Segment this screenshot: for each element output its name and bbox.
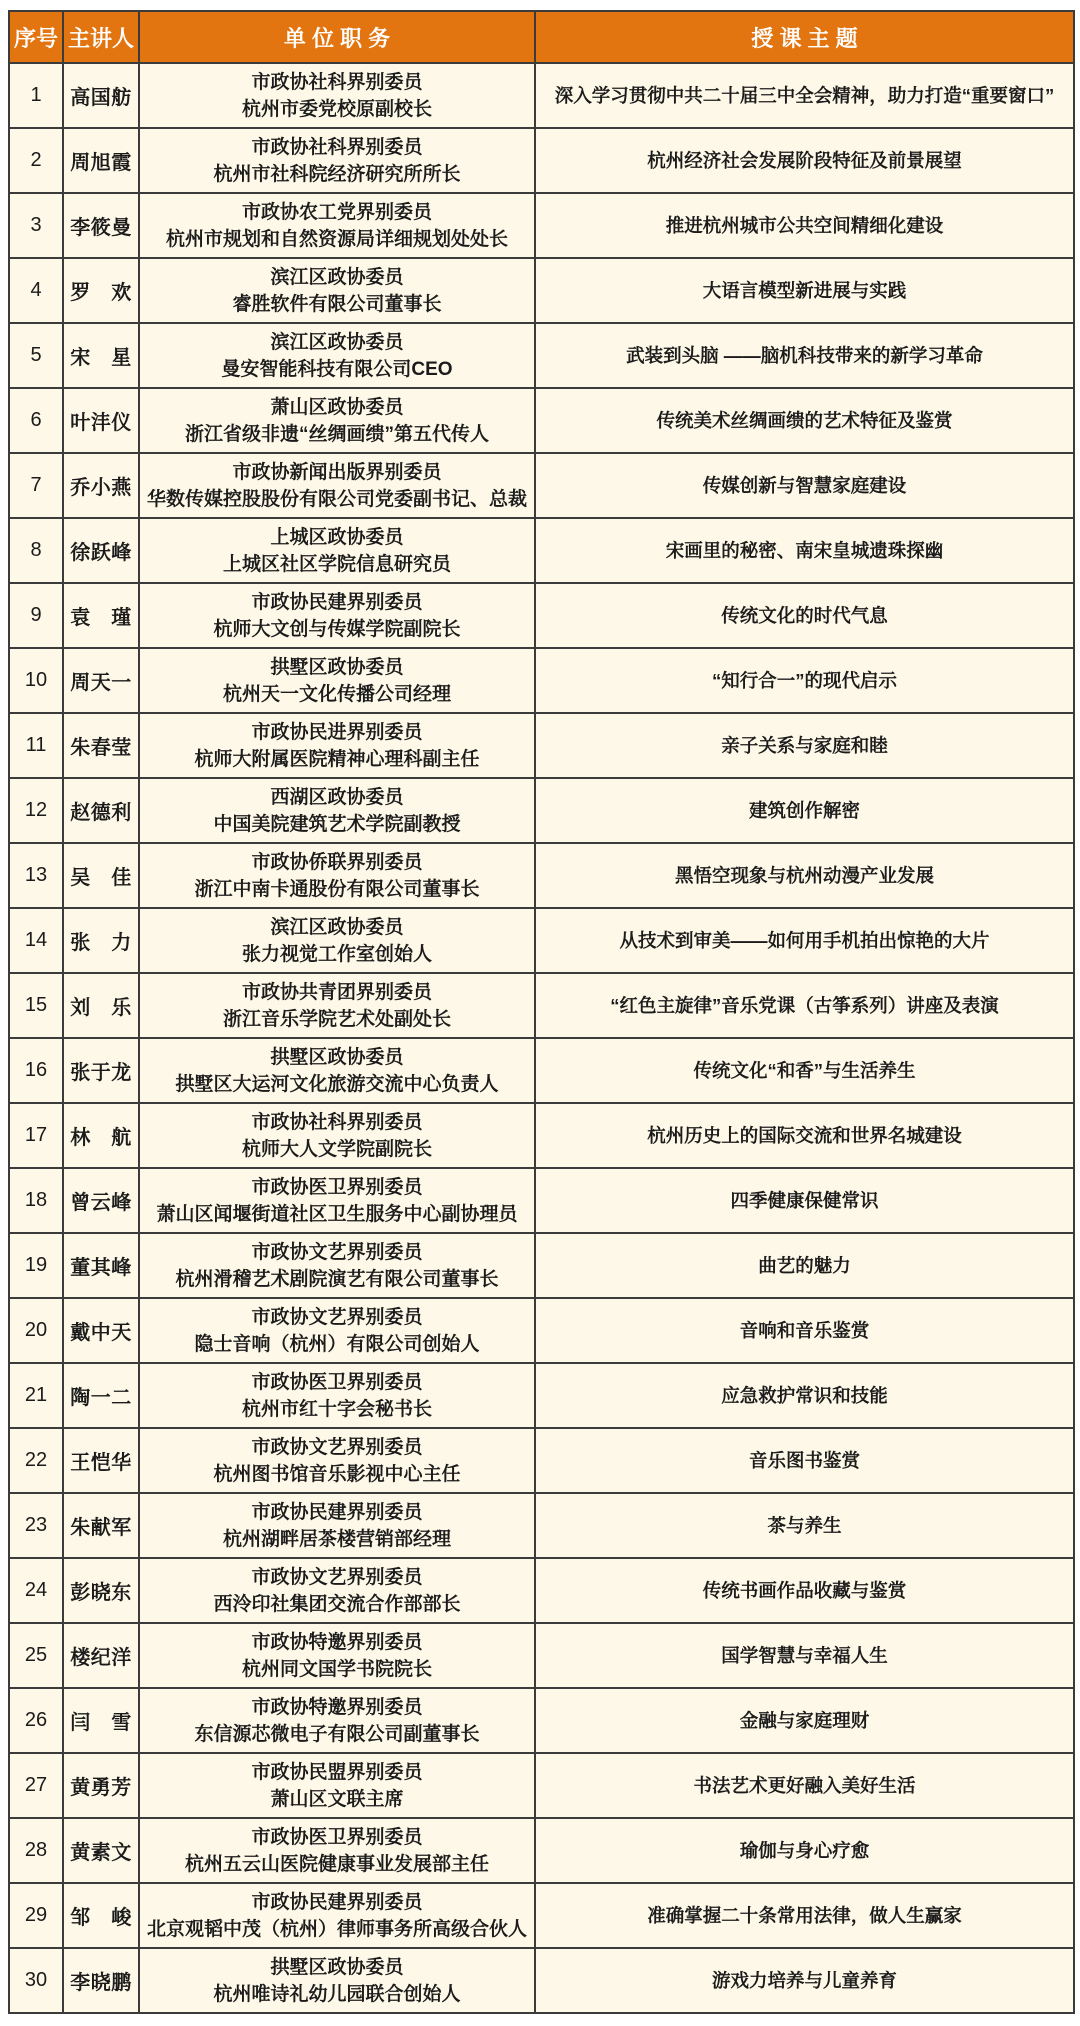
table-row	[9, 453, 1074, 518]
cell-speaker-name: 朱春莹	[63, 713, 139, 778]
position-line-2: 杭州天一文化传播公司经理	[222, 683, 451, 705]
position-line-2: 东信源芯微电子有限公司副董事长	[194, 1723, 480, 1745]
cell-position	[139, 453, 535, 518]
position-line-2: 杭州市社科院经济研究所所长	[213, 163, 461, 185]
cell-speaker-name: 吴 佳	[63, 843, 139, 908]
table-row	[9, 1753, 1074, 1818]
cell-topic: 传统文化“和香”与生活养生	[535, 1038, 1074, 1103]
cell-position	[139, 128, 535, 193]
cell-speaker-name: 宋 星	[63, 323, 139, 388]
cell-row-number: 9	[9, 583, 63, 648]
column-header-topic: 授 课 主 题	[535, 11, 1074, 63]
cell-position	[139, 258, 535, 323]
position-line-2: 萧山区文联主席	[270, 1788, 404, 1810]
cell-topic: 音响和音乐鉴赏	[535, 1298, 1074, 1363]
position-line-2: 杭师大附属医院精神心理科副主任	[194, 748, 480, 770]
cell-row-number: 2	[9, 128, 63, 193]
cell-position	[139, 1103, 535, 1168]
cell-topic: 杭州历史上的国际交流和世界名城建设	[535, 1103, 1074, 1168]
position-line-1: 市政协特邀界别委员	[251, 1631, 423, 1653]
cell-position	[139, 1428, 535, 1493]
cell-topic: 从技术到审美——如何用手机拍出惊艳的大片	[535, 908, 1074, 973]
cell-position	[139, 973, 535, 1038]
cell-speaker-name: 黄勇芳	[63, 1753, 139, 1818]
position-line-2: 北京观韬中茂（杭州）律师事务所高级合伙人	[146, 1918, 527, 1940]
cell-speaker-name: 董其峰	[63, 1233, 139, 1298]
cell-row-number: 5	[9, 323, 63, 388]
table-row	[9, 323, 1074, 388]
cell-speaker-name: 黄素文	[63, 1818, 139, 1883]
table-row	[9, 1493, 1074, 1558]
cell-row-number: 23	[9, 1493, 63, 1558]
table-row	[9, 1038, 1074, 1103]
cell-position	[139, 713, 535, 778]
cell-speaker-name: 戴中天	[63, 1298, 139, 1363]
cell-row-number: 25	[9, 1623, 63, 1688]
table-row	[9, 1428, 1074, 1493]
table-row	[9, 713, 1074, 778]
cell-speaker-name: 邹 峻	[63, 1883, 139, 1948]
table-row	[9, 973, 1074, 1038]
position-line-1: 市政协社科界别委员	[251, 71, 423, 93]
cell-topic: 亲子关系与家庭和睦	[535, 713, 1074, 778]
cell-speaker-name: 罗 欢	[63, 258, 139, 323]
cell-row-number: 12	[9, 778, 63, 843]
cell-topic: 金融与家庭理财	[535, 1688, 1074, 1753]
cell-topic: “知行合一”的现代启示	[535, 648, 1074, 713]
position-line-1: 市政协农工党界别委员	[241, 201, 432, 223]
position-line-1: 市政协文艺界别委员	[251, 1306, 423, 1328]
cell-row-number: 8	[9, 518, 63, 583]
cell-topic: 四季健康保健常识	[535, 1168, 1074, 1233]
table-row	[9, 1688, 1074, 1753]
position-line-2: 隐士音响（杭州）有限公司创始人	[194, 1333, 480, 1355]
cell-topic: 杭州经济社会发展阶段特征及前景展望	[535, 128, 1074, 193]
cell-topic: 传媒创新与智慧家庭建设	[535, 453, 1074, 518]
position-line-1: 市政协文艺界别委员	[251, 1241, 423, 1263]
table-row	[9, 1298, 1074, 1363]
cell-position	[139, 1558, 535, 1623]
position-line-1: 市政协民盟界别委员	[251, 1761, 423, 1783]
cell-speaker-name: 刘 乐	[63, 973, 139, 1038]
position-line-2: 浙江音乐学院艺术处副处长	[222, 1008, 451, 1030]
cell-position	[139, 648, 535, 713]
cell-position	[139, 388, 535, 453]
cell-position	[139, 1818, 535, 1883]
cell-position	[139, 323, 535, 388]
cell-speaker-name: 曾云峰	[63, 1168, 139, 1233]
position-line-2: 睿胜软件有限公司董事长	[232, 293, 442, 315]
position-line-2: 张力视觉工作室创始人	[241, 943, 432, 965]
cell-topic: 黑悟空现象与杭州动漫产业发展	[535, 843, 1074, 908]
cell-speaker-name: 彭晓东	[63, 1558, 139, 1623]
cell-row-number: 18	[9, 1168, 63, 1233]
position-line-2: 杭州唯诗礼幼儿园联合创始人	[213, 1983, 461, 2005]
cell-topic: 推进杭州城市公共空间精细化建设	[535, 193, 1074, 258]
cell-position	[139, 63, 535, 128]
position-line-2: 杭州滑稽艺术剧院演艺有限公司董事长	[175, 1268, 499, 1290]
position-line-2: 浙江省级非遗“丝绸画缋”第五代传人	[184, 423, 489, 445]
position-line-1: 市政协社科界别委员	[251, 136, 423, 158]
cell-speaker-name: 楼纪洋	[63, 1623, 139, 1688]
cell-position	[139, 583, 535, 648]
table-row	[9, 63, 1074, 128]
table-row	[9, 388, 1074, 453]
table-row	[9, 128, 1074, 193]
cell-position	[139, 908, 535, 973]
cell-speaker-name: 高国舫	[63, 63, 139, 128]
cell-speaker-name: 袁 瑾	[63, 583, 139, 648]
cell-row-number: 19	[9, 1233, 63, 1298]
cell-row-number: 1	[9, 63, 63, 128]
table-row	[9, 843, 1074, 908]
position-line-2: 上城区社区学院信息研究员	[222, 553, 451, 575]
position-line-1: 拱墅区政协委员	[270, 1956, 404, 1978]
cell-speaker-name: 张 力	[63, 908, 139, 973]
position-line-1: 滨江区政协委员	[270, 331, 404, 353]
position-line-1: 拱墅区政协委员	[270, 656, 404, 678]
position-line-2: 杭师大文创与传媒学院副院长	[213, 618, 461, 640]
position-line-1: 市政协文艺界别委员	[251, 1436, 423, 1458]
table-row	[9, 1558, 1074, 1623]
cell-position	[139, 193, 535, 258]
cell-topic: 音乐图书鉴赏	[535, 1428, 1074, 1493]
cell-topic: 茶与养生	[535, 1493, 1074, 1558]
cell-position	[139, 1948, 535, 2013]
position-line-1: 市政协社科界别委员	[251, 1111, 423, 1133]
cell-position	[139, 1363, 535, 1428]
cell-row-number: 28	[9, 1818, 63, 1883]
position-line-2: 中国美院建筑艺术学院副教授	[213, 813, 461, 835]
cell-topic: 武装到头脑 ——脑机科技带来的新学习革命	[535, 323, 1074, 388]
position-line-1: 市政协新闻出版界别委员	[232, 461, 442, 483]
position-line-2: 杭州市委党校原副校长	[241, 98, 432, 120]
table-row	[9, 1363, 1074, 1428]
cell-speaker-name: 赵德利	[63, 778, 139, 843]
cell-topic: 瑜伽与身心疗愈	[535, 1818, 1074, 1883]
cell-position	[139, 1753, 535, 1818]
table-row	[9, 778, 1074, 843]
position-line-1: 滨江区政协委员	[270, 916, 404, 938]
position-line-2: 杭州同文国学书院院长	[241, 1658, 432, 1680]
position-line-1: 市政协民建界别委员	[251, 1501, 423, 1523]
position-line-1: 拱墅区政协委员	[270, 1046, 404, 1068]
position-line-2: 杭师大人文学院副院长	[241, 1138, 432, 1160]
cell-topic: 传统文化的时代气息	[535, 583, 1074, 648]
cell-topic: 准确掌握二十条常用法律，做人生赢家	[535, 1883, 1074, 1948]
table-row	[9, 1948, 1074, 2013]
cell-position	[139, 1688, 535, 1753]
cell-position	[139, 1493, 535, 1558]
cell-position	[139, 778, 535, 843]
column-header-no: 序号	[9, 11, 63, 63]
table-body	[9, 63, 1074, 2013]
position-line-1: 西湖区政协委员	[270, 786, 404, 808]
position-line-1: 市政协侨联界别委员	[251, 851, 423, 873]
table-row	[9, 1168, 1074, 1233]
cell-row-number: 4	[9, 258, 63, 323]
cell-speaker-name: 乔小燕	[63, 453, 139, 518]
cell-topic: 国学智慧与幸福人生	[535, 1623, 1074, 1688]
position-line-1: 市政协共青团界别委员	[241, 981, 432, 1003]
position-line-1: 市政协民进界别委员	[251, 721, 423, 743]
cell-position	[139, 1883, 535, 1948]
cell-row-number: 15	[9, 973, 63, 1038]
cell-speaker-name: 李筱曼	[63, 193, 139, 258]
cell-row-number: 10	[9, 648, 63, 713]
position-line-1: 市政协民建界别委员	[251, 591, 423, 613]
cell-row-number: 27	[9, 1753, 63, 1818]
cell-row-number: 16	[9, 1038, 63, 1103]
cell-topic: 深入学习贯彻中共二十届三中全会精神，助力打造“重要窗口”	[535, 63, 1074, 128]
position-line-2: 杭州五云山医院健康事业发展部主任	[184, 1853, 489, 1875]
table-row	[9, 1818, 1074, 1883]
table-row	[9, 908, 1074, 973]
lecture-schedule-sheet	[8, 10, 1073, 2014]
cell-speaker-name: 林 航	[63, 1103, 139, 1168]
position-line-1: 市政协特邀界别委员	[251, 1696, 423, 1718]
position-line-2: 西泠印社集团交流合作部部长	[213, 1593, 461, 1615]
cell-speaker-name: 周旭霞	[63, 128, 139, 193]
cell-row-number: 6	[9, 388, 63, 453]
cell-position	[139, 1623, 535, 1688]
header-row	[9, 11, 1074, 63]
position-line-2: 杭州湖畔居茶楼营销部经理	[222, 1528, 451, 1550]
cell-position	[139, 1038, 535, 1103]
cell-topic: 曲艺的魅力	[535, 1233, 1074, 1298]
position-line-2: 杭州图书馆音乐影视中心主任	[213, 1463, 461, 1485]
table-row	[9, 193, 1074, 258]
cell-row-number: 17	[9, 1103, 63, 1168]
position-line-2: 杭州市规划和自然资源局详细规划处处长	[165, 228, 508, 250]
cell-topic: 大语言模型新进展与实践	[535, 258, 1074, 323]
cell-speaker-name: 朱献军	[63, 1493, 139, 1558]
lecture-schedule-table	[8, 10, 1075, 2014]
position-line-2: 杭州市红十字会秘书长	[241, 1398, 432, 1420]
position-line-1: 市政协民建界别委员	[251, 1891, 423, 1913]
table-row	[9, 583, 1074, 648]
cell-row-number: 14	[9, 908, 63, 973]
cell-position	[139, 1233, 535, 1298]
position-line-1: 市政协医卫界别委员	[251, 1826, 423, 1848]
table-row	[9, 648, 1074, 713]
cell-position	[139, 843, 535, 908]
cell-speaker-name: 徐跃峰	[63, 518, 139, 583]
position-line-2: 华数传媒控股股份有限公司党委副书记、总裁	[146, 488, 527, 510]
column-header-speaker: 主讲人	[63, 11, 139, 63]
cell-speaker-name: 王恺华	[63, 1428, 139, 1493]
cell-topic: 建筑创作解密	[535, 778, 1074, 843]
cell-topic: 宋画里的秘密、南宋皇城遗珠探幽	[535, 518, 1074, 583]
cell-row-number: 21	[9, 1363, 63, 1428]
cell-topic: 传统书画作品收藏与鉴赏	[535, 1558, 1074, 1623]
table-row	[9, 1103, 1074, 1168]
cell-position	[139, 1298, 535, 1363]
position-line-1: 萧山区政协委员	[270, 396, 404, 418]
cell-topic: “红色主旋律”音乐党课（古筝系列）讲座及表演	[535, 973, 1074, 1038]
table-row	[9, 1623, 1074, 1688]
cell-speaker-name: 周天一	[63, 648, 139, 713]
position-line-2: 浙江中南卡通股份有限公司董事长	[194, 878, 480, 900]
cell-row-number: 30	[9, 1948, 63, 2013]
position-line-1: 上城区政协委员	[270, 526, 404, 548]
cell-speaker-name: 叶沣仪	[63, 388, 139, 453]
cell-row-number: 22	[9, 1428, 63, 1493]
table-row	[9, 1883, 1074, 1948]
position-line-1: 滨江区政协委员	[270, 266, 404, 288]
position-line-2: 萧山区闻堰街道社区卫生服务中心副协理员	[156, 1203, 518, 1225]
table-row	[9, 1233, 1074, 1298]
column-header-position: 单 位 职 务	[139, 11, 535, 63]
cell-speaker-name: 闫 雪	[63, 1688, 139, 1753]
cell-speaker-name: 李晓鹏	[63, 1948, 139, 2013]
table-row	[9, 518, 1074, 583]
position-line-1: 市政协医卫界别委员	[251, 1176, 423, 1198]
cell-row-number: 3	[9, 193, 63, 258]
position-line-2: 曼安智能科技有限公司CEO	[221, 358, 453, 380]
cell-row-number: 26	[9, 1688, 63, 1753]
position-line-1: 市政协文艺界别委员	[251, 1566, 423, 1588]
cell-topic: 书法艺术更好融入美好生活	[535, 1753, 1074, 1818]
cell-position	[139, 518, 535, 583]
position-line-1: 市政协医卫界别委员	[251, 1371, 423, 1393]
cell-topic: 游戏力培养与儿童养育	[535, 1948, 1074, 2013]
cell-row-number: 29	[9, 1883, 63, 1948]
cell-row-number: 24	[9, 1558, 63, 1623]
cell-row-number: 11	[9, 713, 63, 778]
cell-row-number: 7	[9, 453, 63, 518]
cell-speaker-name: 陶一二	[63, 1363, 139, 1428]
position-line-2: 拱墅区大运河文化旅游交流中心负责人	[175, 1073, 499, 1095]
cell-topic: 应急救护常识和技能	[535, 1363, 1074, 1428]
cell-position	[139, 1168, 535, 1233]
cell-topic: 传统美术丝绸画缋的艺术特征及鉴赏	[535, 388, 1074, 453]
cell-row-number: 20	[9, 1298, 63, 1363]
cell-row-number: 13	[9, 843, 63, 908]
table-row	[9, 258, 1074, 323]
cell-speaker-name: 张于龙	[63, 1038, 139, 1103]
